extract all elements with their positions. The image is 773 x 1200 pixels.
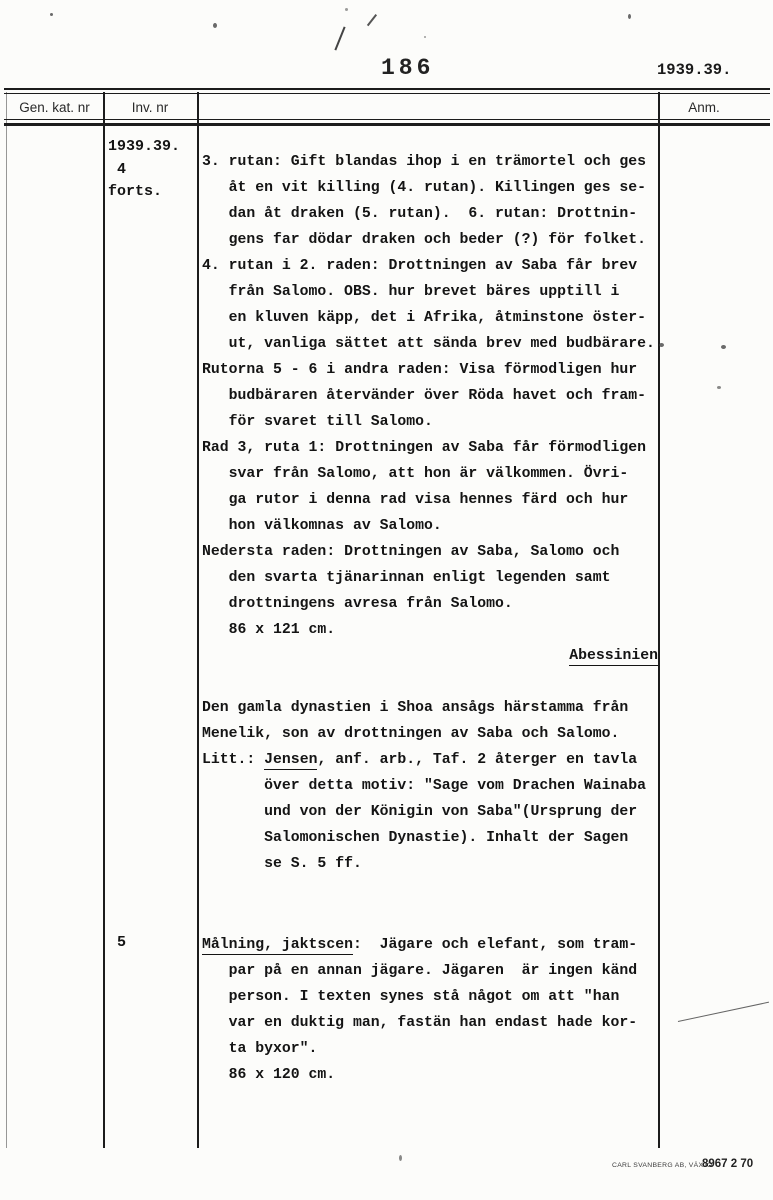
text-line	[202, 799, 664, 825]
page-number: 186	[381, 55, 435, 81]
text-line	[202, 984, 664, 1010]
ink-speck	[659, 343, 664, 347]
inv-nr-line: 4	[108, 160, 127, 178]
text-line	[202, 435, 664, 461]
text-line	[202, 357, 664, 383]
text-segment: Den gamla dynastien i Shoa ansågs härstamma från	[202, 700, 629, 716]
table-top-rule-inner	[4, 93, 770, 94]
blank-line	[202, 669, 664, 695]
text-line	[202, 279, 664, 305]
column-header-gen-kat-nr: Gen. kat. nr	[19, 100, 90, 115]
text-line	[202, 253, 664, 279]
entry-1-text	[202, 149, 664, 877]
text-line	[202, 747, 664, 773]
pen-stroke-anm-column	[678, 1002, 769, 1023]
inv-nr-line: 1939.39.	[108, 138, 181, 155]
text-line	[202, 1062, 664, 1088]
text-segment: svar från Salomo, att hon är välkommen. Övri-	[228, 466, 629, 482]
ink-speck	[345, 8, 348, 11]
ink-speck	[50, 13, 53, 16]
text-segment: över detta motiv: "Sage vom Drachen Wainaba	[264, 778, 646, 794]
ink-speck	[628, 14, 631, 19]
text-segment: ut, vanliga sättet att sända brev med budbärare.	[228, 336, 655, 352]
text-segment: Menelik, son av drottningen av Saba och Salomo.	[202, 726, 620, 742]
ink-speck	[399, 1155, 402, 1161]
ink-speck	[213, 23, 217, 28]
text-line	[202, 1036, 664, 1062]
text-line	[202, 227, 664, 253]
text-segment: se S. 5 ff.	[264, 856, 362, 872]
text-line	[202, 617, 664, 643]
text-line	[202, 958, 664, 984]
text-line	[202, 331, 664, 357]
text-line	[202, 513, 664, 539]
ink-speck	[721, 345, 726, 349]
inv-nr-line: forts.	[108, 183, 163, 200]
column-header-inv-nr: Inv. nr	[131, 100, 169, 115]
text-line	[202, 201, 664, 227]
pen-tick-mark	[367, 14, 377, 26]
text-segment: : Jägare och elefant, som tram-	[352, 937, 638, 953]
text-segment: par på en annan jägare. Jägaren är ingen känd	[228, 963, 638, 979]
text-line	[202, 565, 664, 591]
text-line	[202, 1010, 664, 1036]
text-segment: ga rutor i denna rad visa hennes färd och hur	[228, 492, 629, 508]
table-header-bottom-rule	[4, 123, 770, 126]
inv-nr-entry-2	[108, 932, 200, 955]
pen-slash-mark	[334, 27, 345, 51]
text-line	[202, 773, 664, 799]
inv-nr-entry-1	[108, 136, 200, 204]
entry-2-text	[202, 932, 664, 1088]
text-segment: 86 x 121 cm.	[228, 622, 336, 638]
text-line	[202, 539, 664, 565]
column-divider-1	[103, 92, 105, 1148]
table-top-rule	[4, 88, 770, 90]
text-line	[202, 591, 664, 617]
text-line	[202, 305, 664, 331]
text-segment: , anf. arb., Taf. 2 återger en tavla	[317, 752, 638, 768]
text-segment: från Salomo. OBS. hur brevet bäres upptill i	[228, 284, 620, 300]
text-segment: 86 x 120 cm.	[228, 1067, 336, 1083]
text-segment: hon välkomnas av Salomo.	[228, 518, 442, 534]
text-line	[202, 487, 664, 513]
underlined-text: Abessinien	[569, 648, 658, 664]
ink-speck	[717, 386, 721, 389]
column-divider-2	[197, 92, 199, 1148]
text-segment: Nedersta raden: Drottningen av Saba, Salomo och	[202, 544, 620, 560]
text-line	[202, 409, 664, 435]
text-segment: budbäraren återvänder över Röda havet och fram-	[228, 388, 646, 404]
text-segment: en kluven käpp, det i Afrika, åtminstone öster-	[228, 310, 646, 326]
text-segment: person. I texten synes stå något om att "han	[228, 989, 620, 1005]
text-segment: åt en vit killing (4. rutan). Killingen ges se-	[228, 180, 646, 196]
text-segment: Litt.:	[202, 752, 265, 768]
text-line	[202, 695, 664, 721]
text-line	[202, 461, 664, 487]
text-line	[202, 825, 664, 851]
table-header-bottom-rule-inner	[4, 119, 770, 120]
text-segment: ta byxor".	[228, 1041, 318, 1057]
underlined-text: Målning, jaktscen	[202, 937, 353, 953]
text-segment: Rutorna 5 - 6 i andra raden: Visa förmodligen hur	[202, 362, 638, 378]
printer-name: CARL SVANBERG AB, VÄXJÖ	[612, 1162, 713, 1169]
text-line	[202, 175, 664, 201]
text-line	[202, 721, 664, 747]
text-line	[202, 643, 664, 669]
text-line	[202, 932, 664, 958]
text-line	[202, 149, 664, 175]
table-left-border	[6, 92, 7, 1148]
text-segment: drottningens avresa från Salomo.	[228, 596, 513, 612]
text-segment: Salomonischen Dynastie). Inhalt der Sagen	[264, 830, 629, 846]
text-segment: 4. rutan i 2. raden: Drottningen av Saba får brev	[202, 258, 638, 274]
text-line	[202, 383, 664, 409]
text-segment: gens far dödar draken och beder (?) för folket.	[228, 232, 646, 248]
text-segment: und von der Königin von Saba"(Ursprung der	[264, 804, 638, 820]
underlined-text: Jensen	[264, 752, 318, 768]
text-segment: dan åt draken (5. rutan). 6. rutan: Drottnin-	[228, 206, 638, 222]
text-segment: för svaret till Salomo.	[228, 414, 433, 430]
year-reference: 1939.39.	[657, 61, 732, 79]
inv-nr-line: 5	[108, 934, 127, 951]
text-line	[202, 851, 664, 877]
text-segment: var en duktig man, fastän han endast hade kor-	[228, 1015, 638, 1031]
column-header-anm: Anm.	[688, 100, 720, 115]
printer-code: 8967 2 70	[702, 1158, 754, 1170]
ink-speck	[424, 36, 426, 38]
text-segment: Rad 3, ruta 1: Drottningen av Saba får förmodligen	[202, 440, 646, 456]
text-segment: den svarta tjänarinnan enligt legenden samt	[228, 570, 611, 586]
text-segment: 3. rutan: Gift blandas ihop i en trämortel och ges	[202, 154, 646, 170]
